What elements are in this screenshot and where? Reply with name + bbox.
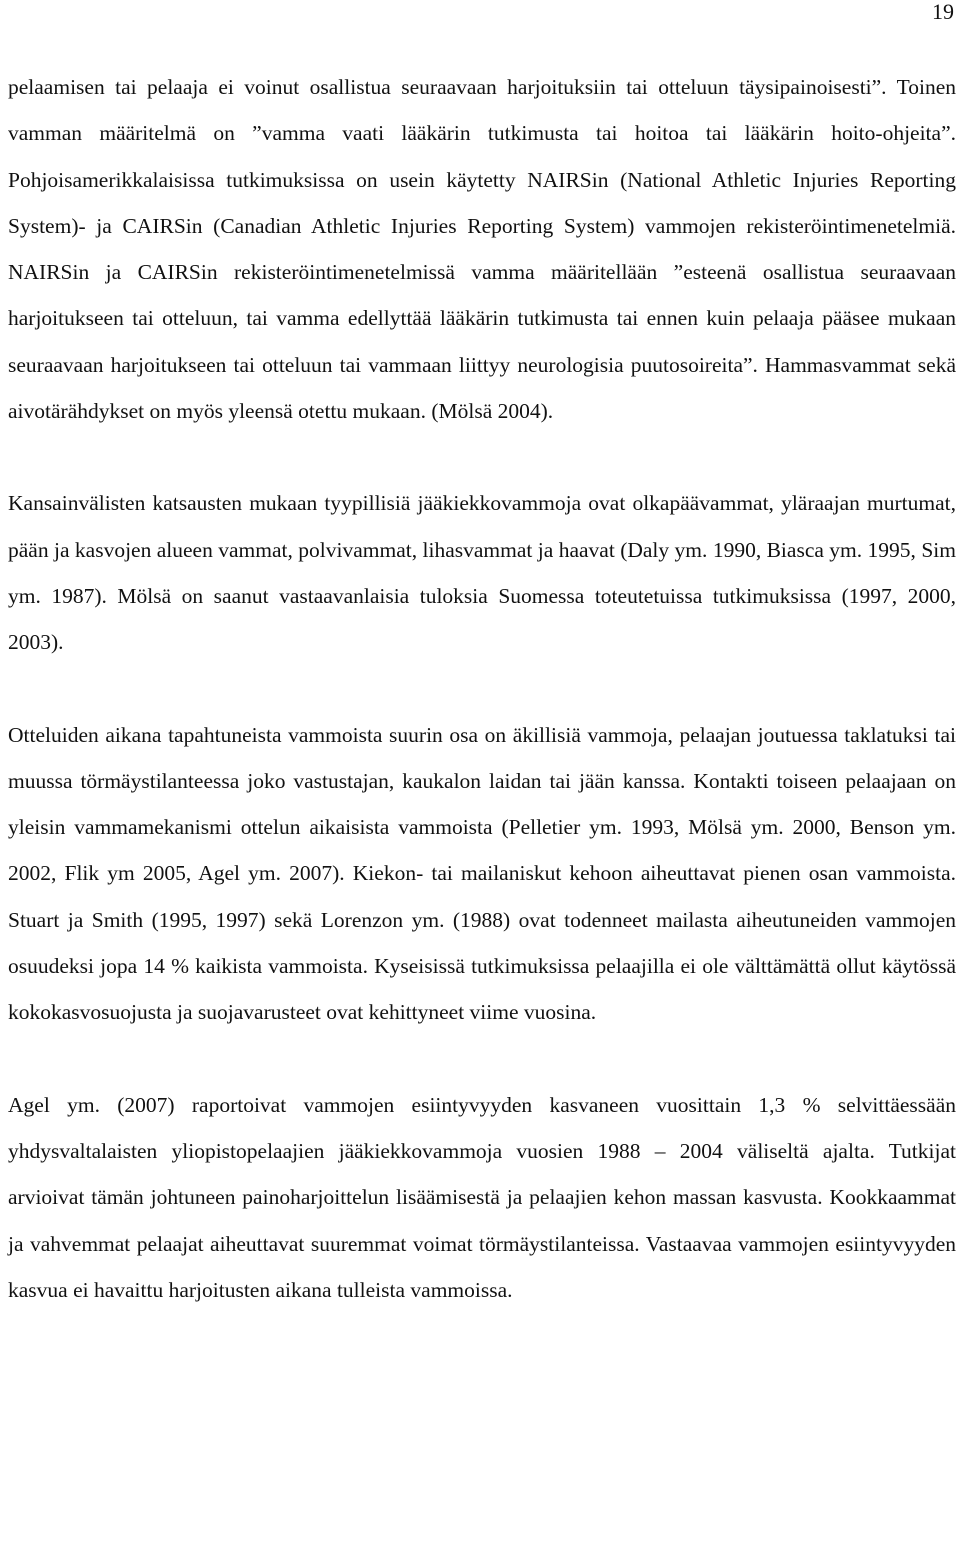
paragraph-typical-injuries: Kansainvälisten katsausten mukaan tyypillisiä jääkiekkovammoja ovat olkapäävammat, yläraajan murtumat, pään ja kasvojen alueen vammat, polvivammat, lihasvammat ja haavat (Daly ym. 1990, Biasca ym. 1995, Sim ym. 1987). Mölsä on saanut vastaavanlaisia tuloksia Suomessa toteutetuissa tutkimuksissa (1997, 2000, 2003). bbox=[8, 491, 956, 655]
page-number: 19 bbox=[932, 0, 954, 24]
paragraph-injury-definitions: pelaamisen tai pelaaja ei voinut osallistua seuraavaan harjoituksiin tai otteluun täysipainoisesti”. Toinen vamman määritelmä on ”vamma vaati lääkärin tutkimusta tai hoitoa tai lääkärin hoito-ohjeita”. Pohjoisamerikkalaisissa tutkimuksissa on usein käytetty NAIRSin (National Athletic Injuries Reporting System)- ja CAIRSin (Canadian Athletic Injuries Reporting System) vammojen rekisteröintimenetelmiä. NAIRSin ja CAIRSin rekisteröintimenetelmissä vamma määritellään ”esteenä osallistua seuraavaan harjoitukseen tai otteluun, tai vamma edellyttää lääkärin tutkimusta tai ennen kuin pelaaja pääsee mukaan seuraavaan harjoitukseen tai otteluun tai vammaan liittyy neurologisia puutosoireita”. Hammasvammat sekä aivotärähdykset on myös yleensä otettu mukaan. (Mölsä 2004). bbox=[8, 75, 956, 424]
document-body bbox=[8, 64, 956, 1313]
paragraph-injury-incidence: Agel ym. (2007) raportoivat vammojen esiintyvyyden kasvaneen vuosittain 1,3 % selvittäessään yhdysvaltalaisten yliopistopelaajien jääkiekkovammoja vuosien 1988 – 2004 väliseltä ajalta. Tutkijat arvioivat tämän johtuneen painoharjoittelun lisäämisestä ja pelaajien kehon massan kasvusta. Kookkaammat ja vahvemmat pelaajat aiheuttavat suuremmat voimat törmäystilanteissa. Vastaavaa vammojen esiintyvyyden kasvua ei havaittu harjoitusten aikana tulleista vammoissa. bbox=[8, 1092, 956, 1302]
paragraph-injury-mechanisms: Otteluiden aikana tapahtuneista vammoista suurin osa on äkillisiä vammoja, pelaajan joutuessa taklatuksi tai muussa törmäystilanteessa joko vastustajan, kaukalon laidan tai jään kanssa. Kontakti toiseen pelaajaan on yleisin vammamekanismi ottelun aikaisista vammoista (Pelletier ym. 1993, Mölsä ym. 2000, Benson ym. 2002, Flik ym 2005, Agel ym. 2007). Kiekon- tai mailaniskut kehoon aiheuttavat pienen osan vammoista. Stuart ja Smith (1995, 1997) sekä Lorenzon ym. (1988) ovat todenneet mailasta aiheutuneiden vammojen osuudeksi jopa 14 % kaikista vammoista. Kyseisissä tutkimuksissa pelaajilla ei ole välttämättä ollut käytössä kokokasvosuojusta ja suojavarusteet ovat kehittyneet viime vuosina. bbox=[8, 722, 956, 1025]
